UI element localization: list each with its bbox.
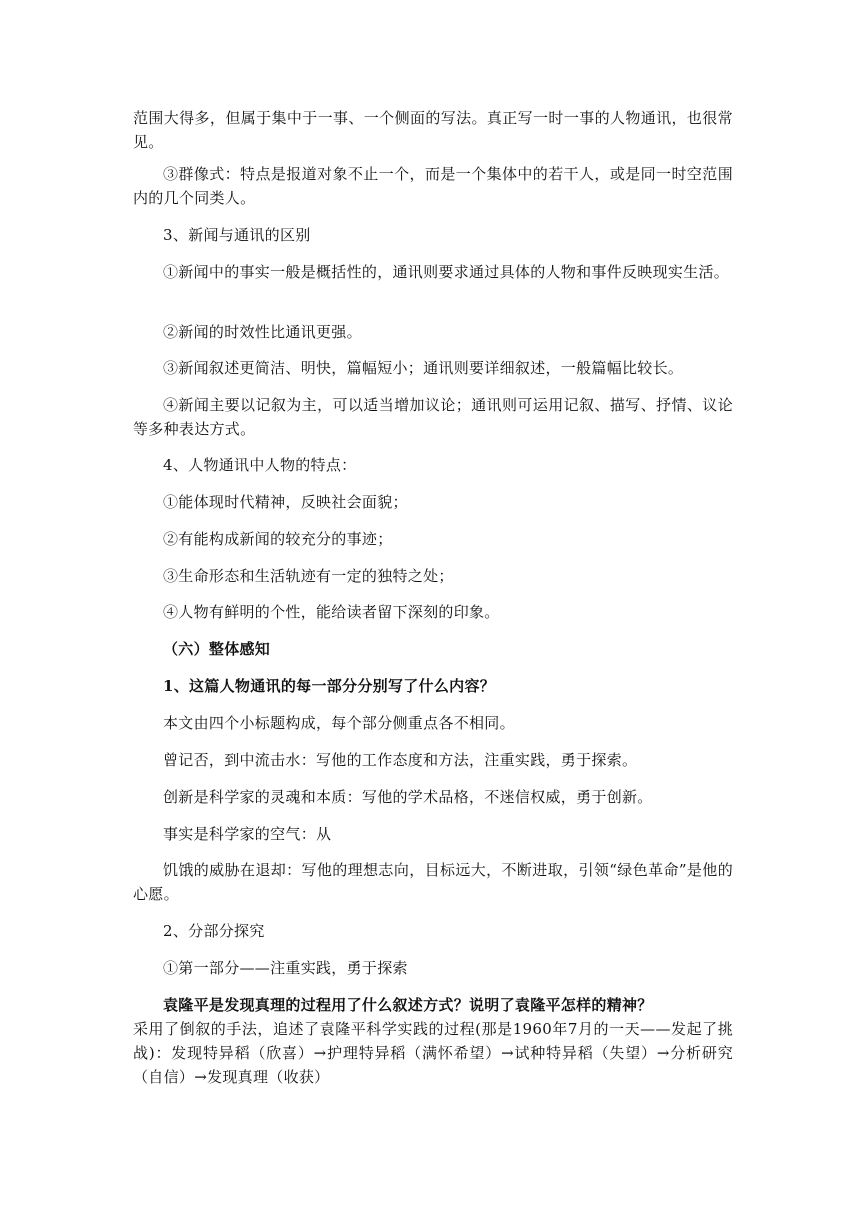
question-heading-1: 1、这篇人物通讯的每一部分分别写了什么内容？ [163,677,496,695]
section-heading-3: 3、新闻与通讯的区别 [163,226,311,244]
paragraph-6-4: 事实是科学家的空气：从 [163,825,332,843]
paragraph-3-3: ③新闻叙述更简洁、明快，篇幅短小；通讯则要详细叙述，一般篇幅比较长。 [163,359,684,377]
section-heading-6: （六）整体感知 [163,640,271,658]
paragraph-3-1: ①新闻中的事实一般是概括性的，通讯则要求通过具体的人物和事件反映现实生活。 [163,263,730,281]
paragraph-6-2: 曾记否，到中流击水：写他的工作态度和方法，注重实践，勇于探索。 [163,751,638,769]
paragraph-4-2: ②有能构成新闻的较充分的事迹； [163,530,393,548]
paragraph-4-3: ③生命形态和生活轨迹有一定的独特之处； [163,567,454,585]
paragraph-6-1: 本文由四个小标题构成，每个部分侧重点各不相同。 [163,714,515,732]
question-heading-2: 袁隆平是发现真理的过程用了什么叙述方式？说明了袁隆平怎样的精神？ [163,996,653,1014]
paragraph-4-1: ①能体现时代精神，反映社会面貌； [163,493,408,511]
paragraph-2: ③群像式：特点是报道对象不止一个，而是一个集体中的若干人，或是同一时空范围内的几个同类人。 [133,165,733,207]
paragraph-4-4: ④人物有鲜明的个性，能给读者留下深刻的印象。 [163,603,500,621]
paragraph-3-2: ②新闻的时效性比通讯更强。 [163,323,362,341]
answer-paragraph: 采用了倒叙的手法，追述了袁隆平科学实践的过程(那是1960年7月的一天——发起了挑战)：发现特异稻（欣喜）→护理特异稻（满怀希望）→试种特异稻（失望）→分析研究（自信）→发现真理（收获） [133,1020,733,1086]
paragraph-6-5: 饥饿的威胁在退却：写他的理想志向，目标远大，不断进取，引领“绿色革命”是他的心愿。 [133,861,733,903]
paragraph-3-4: ④新闻主要以记叙为主，可以适当增加议论；通讯则可运用记叙、描写、抒情、议论等多种表达方式。 [133,396,733,438]
section-heading-4: 4、人物通讯中人物的特点： [163,456,357,474]
paragraph-1: 范围大得多，但属于集中于一事、一个侧面的写法。真正写一时一事的人物通讯，也很常见。 [133,109,733,151]
paragraph-6-3: 创新是科学家的灵魂和本质：写他的学术品格，不迷信权威，勇于创新。 [163,788,653,806]
section-heading-2: 2、分部分探究 [163,922,265,940]
subsection-heading-1: ①第一部分——注重实践，勇于探索 [163,959,408,977]
